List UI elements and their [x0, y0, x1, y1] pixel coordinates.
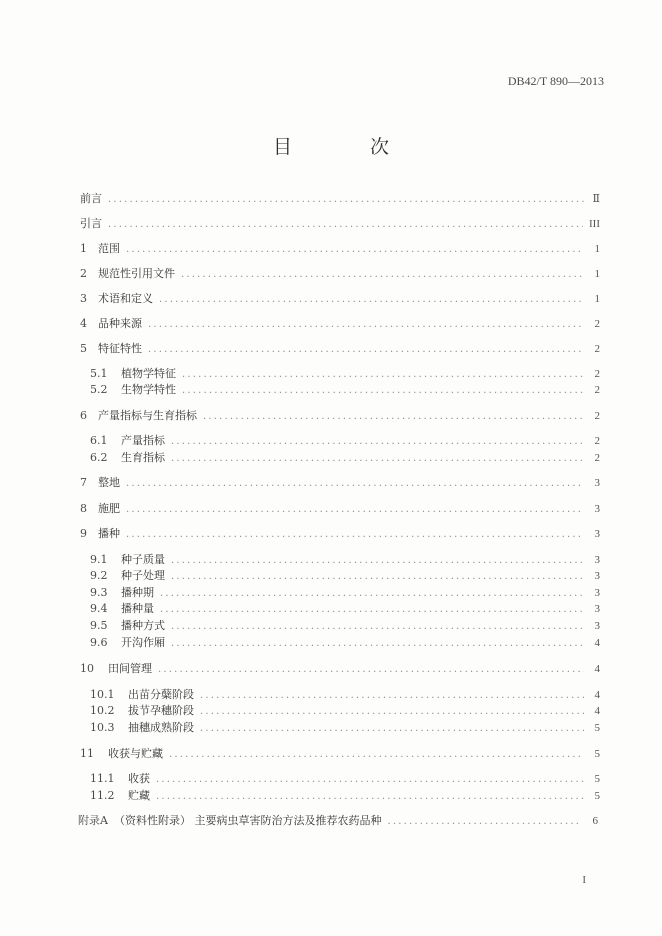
- leader-dots: [159, 293, 584, 307]
- leader-dots: [156, 790, 584, 804]
- toc-label: 抽穗成熟阶段: [128, 721, 194, 734]
- toc-page-number: 3: [594, 554, 600, 566]
- toc-page-number: 6: [592, 815, 598, 827]
- toc-entry-4[interactable]: [80, 317, 600, 331]
- toc-entry-foreword[interactable]: [80, 192, 600, 206]
- toc-number: 9.1: [90, 553, 108, 566]
- toc-entry-6[interactable]: [80, 409, 600, 423]
- toc-entry-9-3[interactable]: [90, 586, 600, 600]
- toc-page-number: 3: [594, 587, 600, 599]
- toc-label: 施肥: [98, 502, 120, 515]
- toc-entry-9-2[interactable]: [90, 569, 600, 583]
- toc-label: 收获与贮藏: [108, 747, 163, 760]
- toc-entry-6-2[interactable]: [90, 451, 600, 465]
- toc-page-number: 2: [594, 435, 600, 447]
- toc-entry-10-1[interactable]: [90, 688, 600, 702]
- toc-page-number: 3: [594, 603, 600, 615]
- toc-entry-9-4[interactable]: [90, 602, 600, 616]
- toc-entry-10-3[interactable]: [90, 721, 600, 735]
- toc-page-number: 2: [594, 410, 600, 422]
- leader-dots: [181, 268, 584, 282]
- leader-dots: [171, 570, 584, 584]
- toc-number: 附录A: [78, 814, 108, 827]
- toc-number: 7: [80, 476, 87, 489]
- toc-page-number: 4: [594, 689, 600, 701]
- toc-page-number: Ⅱ: [592, 193, 600, 205]
- toc-page-number: III: [589, 218, 600, 230]
- toc-label: 开沟作厢: [121, 636, 165, 649]
- toc-label: 品种来源: [98, 317, 142, 330]
- toc-page-number: 4: [594, 637, 600, 649]
- leader-dots: [126, 243, 584, 257]
- toc-number: 9.5: [90, 619, 108, 632]
- toc-label: 产量指标: [121, 434, 165, 447]
- toc-entry-9-1[interactable]: [90, 553, 600, 567]
- toc-number: 9.3: [90, 586, 108, 599]
- leader-dots: [126, 477, 584, 491]
- leader-dots: [160, 603, 584, 617]
- leader-dots: [171, 620, 584, 634]
- toc-page-number: 5: [594, 790, 600, 802]
- leader-dots: [108, 218, 583, 232]
- toc-entry-2[interactable]: [80, 267, 600, 281]
- document-code: DB42/T 890—2013: [507, 74, 604, 88]
- leader-dots: [171, 554, 584, 568]
- toc-entry-7[interactable]: [80, 476, 600, 490]
- toc-number: 2: [80, 267, 87, 280]
- toc-number: 11.1: [90, 772, 115, 785]
- toc-label: 播种期: [121, 586, 154, 599]
- toc-page-number: 2: [594, 452, 600, 464]
- toc-label: 产量指标与生育指标: [98, 409, 197, 422]
- leader-dots: [182, 368, 584, 382]
- toc-label: 植物学特征: [121, 367, 176, 380]
- toc-page-number: 3: [594, 570, 600, 582]
- toc-page-number: 2: [594, 384, 600, 396]
- toc-entry-5-2[interactable]: [90, 383, 600, 397]
- leader-dots: [126, 528, 584, 542]
- leader-dots: [387, 815, 582, 829]
- toc-entry-10[interactable]: [80, 662, 600, 676]
- toc-label: 种子质量: [121, 553, 165, 566]
- leader-dots: [169, 748, 584, 762]
- toc-label: 播种: [98, 527, 120, 540]
- leader-dots: [200, 705, 584, 719]
- toc-number: 10.1: [90, 688, 115, 701]
- toc-page-number: 2: [594, 368, 600, 380]
- leader-dots: [171, 435, 584, 449]
- toc-page-number: 5: [594, 748, 600, 760]
- toc-number: 10.3: [90, 721, 115, 734]
- toc-label: 收获: [128, 772, 150, 785]
- toc-entry-9-5[interactable]: [90, 619, 600, 633]
- toc-label: 出苗分蘖阶段: [128, 688, 194, 701]
- toc-number: 9: [80, 527, 87, 540]
- toc-page-number: 1: [594, 293, 600, 305]
- toc-entry-6-1[interactable]: [90, 434, 600, 448]
- leader-dots: [200, 722, 584, 736]
- toc-entry-8[interactable]: [80, 502, 600, 516]
- toc-number: 5.2: [90, 383, 108, 396]
- toc-number: 6: [80, 409, 87, 422]
- toc-entry-11-2[interactable]: [90, 789, 600, 803]
- leader-dots: [203, 410, 584, 424]
- toc-label: 引言: [80, 217, 102, 230]
- toc-number: 6.1: [90, 434, 108, 447]
- toc-entry-11-1[interactable]: [90, 772, 600, 786]
- toc-label: 种子处理: [121, 569, 165, 582]
- toc-entry-3[interactable]: [80, 292, 600, 306]
- toc-number: 8: [80, 502, 87, 515]
- toc-entry-5[interactable]: [80, 342, 600, 356]
- toc-page-number: 3: [594, 528, 600, 540]
- toc-page-number: 4: [594, 705, 600, 717]
- leader-dots: [148, 318, 584, 332]
- footer-page-number: I: [582, 874, 586, 886]
- toc-number: 11: [80, 747, 94, 760]
- toc-entry-9-6[interactable]: [90, 636, 600, 650]
- toc-label: 贮藏: [128, 789, 150, 802]
- toc-page-number: 3: [594, 620, 600, 632]
- toc-page-number: 4: [594, 663, 600, 675]
- toc-label: 术语和定义: [98, 292, 153, 305]
- toc-entry-10-2[interactable]: [90, 704, 600, 718]
- toc-label: （资料性附录） 主要病虫草害防治方法及推荐农药品种: [113, 814, 382, 827]
- leader-dots: [148, 343, 584, 357]
- toc-entry-9[interactable]: [80, 527, 600, 541]
- toc-number: 5.1: [90, 367, 108, 380]
- leader-dots: [126, 503, 584, 517]
- toc-number: 10: [80, 662, 94, 675]
- toc-label: 播种量: [121, 602, 154, 615]
- toc-label: 田间管理: [108, 662, 152, 675]
- toc-page-number: 3: [594, 503, 600, 515]
- toc-number: 5: [80, 342, 87, 355]
- toc-page-number: 2: [594, 343, 600, 355]
- toc-number: 3: [80, 292, 87, 305]
- toc-page-number: 2: [594, 318, 600, 330]
- toc-label: 生育指标: [121, 451, 165, 464]
- toc-entry-appendix-a[interactable]: [78, 814, 598, 828]
- toc-number: 9.6: [90, 636, 108, 649]
- toc-label: 规范性引用文件: [98, 267, 175, 280]
- toc-label: 前言: [80, 192, 102, 205]
- toc-entry-11[interactable]: [80, 747, 600, 761]
- leader-dots: [108, 193, 584, 207]
- toc-page-number: 5: [594, 722, 600, 734]
- leader-dots: [171, 637, 584, 651]
- toc-entry-1[interactable]: [80, 242, 600, 256]
- leader-dots: [156, 773, 584, 787]
- toc-page-number: 3: [594, 477, 600, 489]
- toc-label: 范围: [98, 242, 120, 255]
- toc-entry-5-1[interactable]: [90, 367, 600, 381]
- toc-page-number: 5: [594, 773, 600, 785]
- toc-label: 播种方式: [121, 619, 165, 632]
- toc-number: 9.4: [90, 602, 108, 615]
- leader-dots: [200, 689, 584, 703]
- toc-label: 生物学特性: [121, 383, 176, 396]
- toc-label: 整地: [98, 476, 120, 489]
- toc-number: 1: [80, 242, 87, 255]
- toc-page-number: 1: [594, 268, 600, 280]
- toc-number: 4: [80, 317, 87, 330]
- toc-label: 特征特性: [98, 342, 142, 355]
- toc-number: 10.2: [90, 704, 115, 717]
- toc-label: 拔节孕穗阶段: [128, 704, 194, 717]
- toc-number: 6.2: [90, 451, 108, 464]
- toc-page-number: 1: [594, 243, 600, 255]
- leader-dots: [160, 587, 584, 601]
- toc-title: 目 次: [272, 136, 426, 158]
- leader-dots: [158, 663, 584, 677]
- leader-dots: [171, 452, 584, 466]
- toc-number: 11.2: [90, 789, 115, 802]
- leader-dots: [182, 384, 584, 398]
- toc-entry-introduction[interactable]: [80, 217, 600, 231]
- toc-number: 9.2: [90, 569, 108, 582]
